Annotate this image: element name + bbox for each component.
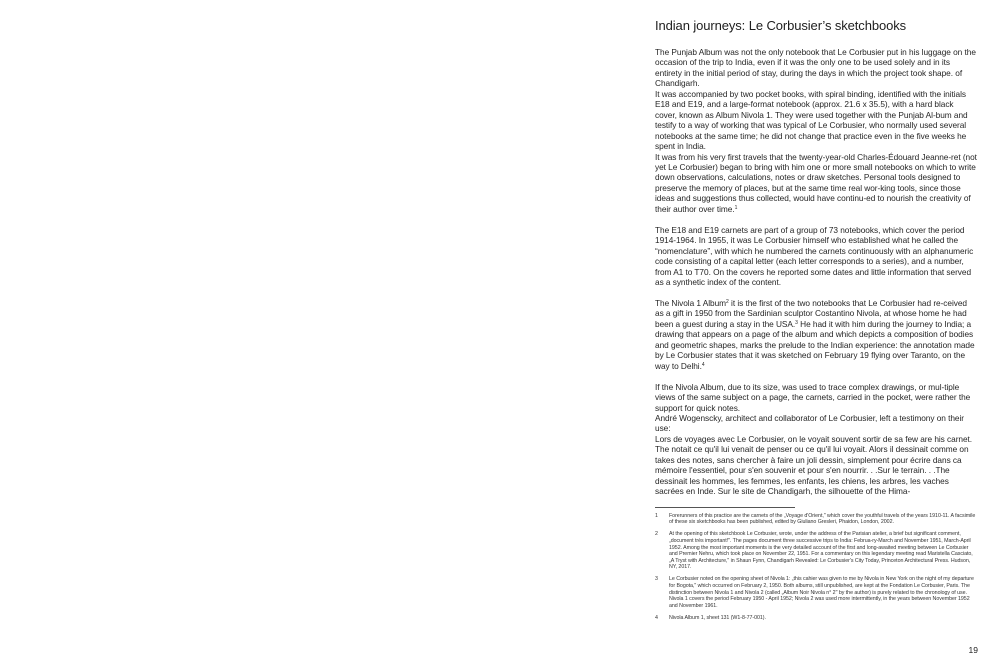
- paragraph: Lors de voyages avec Le Corbusier, on le voyait souvent sortir de sa few are his carnet. The notait ce qu'il lui venait de penser ou ce qu'il lui voyait. Alors il dessinait comme on takes des notes, sans chercher à faire un joli dessin, simplement pour écrire dans ca mémoire l'essentiel, pour s'en souvenir et pour s'en nourrir. . .Sur le terrain. . .The dessinait les hommes, les femmes, les enfants, les chiens, les arbres, les vaches sacrées en Inde. Sur le site de Chandigarh, the silhouette of the Hima-: [655, 433, 973, 497]
- paragraph: The Nivola 1 Album$^2$ it is the first of the two notebooks that Le Corbusier had re-ceived as a gift in 1950 from the Sardinian sculptor Costantino Nivola, at whose home he had been a guest during a stay in the USA.$^3$ He had it with him during the journey to India; a drawing that appears on a page of the album and which depicts a composition of bodies and geometric shapes, marks the prelude to the Indian experience: the annotation made by Le Corbusier states that it was sketched on February 19 flying over Taranto, on the way to Delhi.$^4$: [655, 297, 975, 371]
- footnote-number: 3: [655, 576, 658, 583]
- footnote-number: 1: [655, 512, 658, 519]
- footnote-text: Le Corbusier noted on the opening sheet of Nivola 1: „this cahier was given to me by Nivola in New York on the night of my departure for Bogota," which occurred on February 2, 1950. Both albums, still unpublished, are kept at the Fondation Le Corbusier, Paris. The distinction between Nivola 1 and Nivola 2 (called „Album Noir Nivola n° 2" by the author) is purely related to the chronology of use. Nivola 1 covers the period February 1950 - April 1952; Nivola 2 was used more intermittently, in the years between November 1952 and November 1961.: [669, 576, 974, 609]
- paragraph-gap: [655, 287, 977, 298]
- paragraph: André Wogenscky, architect and collaborator of Le Corbusier, left a testimony on their use:: [655, 413, 964, 434]
- footnote-number: 4: [655, 614, 658, 621]
- footnote-number: 2: [655, 531, 658, 538]
- footnote-text: Nivola Album 1, sheet 131 (W1-8-77-001).: [669, 614, 766, 621]
- footnote-ref: 1: [734, 204, 738, 211]
- footnote-rule: [655, 507, 795, 508]
- footnote: [655, 576, 977, 609]
- footnote: [655, 531, 977, 571]
- paragraph: If the Nivola Album, due to its size, was used to trace complex drawings, or mul-tiple views of the same subject on a page, the carnets, carried in the pocket, were rather the support for quick notes.: [655, 381, 971, 413]
- footnote-ref: 3: [795, 319, 798, 326]
- paragraph: It was from his very first travels that the twenty-year-old Charles-Édouard Jeanne-ret (not yet Le Corbusier) began to bring with him one or more small notebooks on which to write down observations, calculations, notes or draw sketches. Personal tools designed to preserve the memory of places, but at the same time real wor-king tools, since those ideas and suggestions thus collected, would have continu-ed to nourish the creativity of their author over time.$^1$: [655, 151, 977, 214]
- page-heading: Indian journeys: Le Corbusier’s sketchbooks: [655, 18, 907, 33]
- body-text: [655, 47, 977, 497]
- page-number: 19: [968, 645, 978, 655]
- footnote: [655, 615, 977, 622]
- footnote-text: At the opening of this sketchbook Le Corbusier, wrote, under the address of the Parisian atelier, a brief but significant comment, „document très important!". The pages document three successive trips to India: Februa-ry-March and November 1951, March-April 1952. Among the most important moments is the very detailed account of the first and long-awaited meeting between Le Corbusier and Premier Nehru, which took place on November 22, 1951. For a commentary on this legendary meeting read Maristella Casciato, „A Tryst with Architecture," in Shaun Fynn, Chandigarh Revealed: Le Corbusier's City Today, Princeton Architectural Press. Hudson, NY, 2017.: [669, 531, 973, 571]
- paragraph: The E18 and E19 carnets are part of a group of 73 notebooks, which cover the period 1914-1964. In 1955, it was Le Corbusier himself who established what he called the “nomenclature”, with which he numbered the carnets continuously with an alphanumeric code consisting of a capital letter (each letter corresponds to a series), and a number, from A1 to T70. On the covers he reported some dates and little information that served as a synthetic index of the content.: [655, 224, 974, 288]
- paragraph-gap: [655, 371, 977, 382]
- paragraph: It was accompanied by two pocket books, with spiral binding, identified with the initials E18 and E19, and a large-format notebook (approx. 21.6 x 35.5), with a hard black cover, known as Album Nivola 1. They were used together with the Punjab Al-bum and testify to a way of working that was typical of Le Corbusier, who normally used several notebooks at the same time; he did not change that practice even in the five weeks he spent in India.: [655, 88, 968, 152]
- right-page: [500, 0, 1000, 670]
- footnote-text: Forerunners of this practice are the carnets of the „Voyage d'Orient," which cover the youthful travels of the years 1910-11. A facsimile of these six sketchbooks has been published, edited by Giuliano Gresleri, Phaidon, London, 2002.: [669, 512, 976, 526]
- text-column: [655, 18, 977, 627]
- footnotes: [655, 513, 977, 622]
- paragraph: The Punjab Album was not the only notebook that Le Corbusier put in his luggage on the occasion of the trip to India, even if it was the only one to be used solely and in its entirety in the initial period of stay, during the days in which the project took shape. of Chandigarh.: [655, 47, 976, 89]
- footnote-ref: 4: [701, 361, 705, 368]
- footnote: [655, 513, 977, 526]
- footnote-ref: 2: [726, 298, 729, 305]
- paragraph-gap: [655, 214, 977, 225]
